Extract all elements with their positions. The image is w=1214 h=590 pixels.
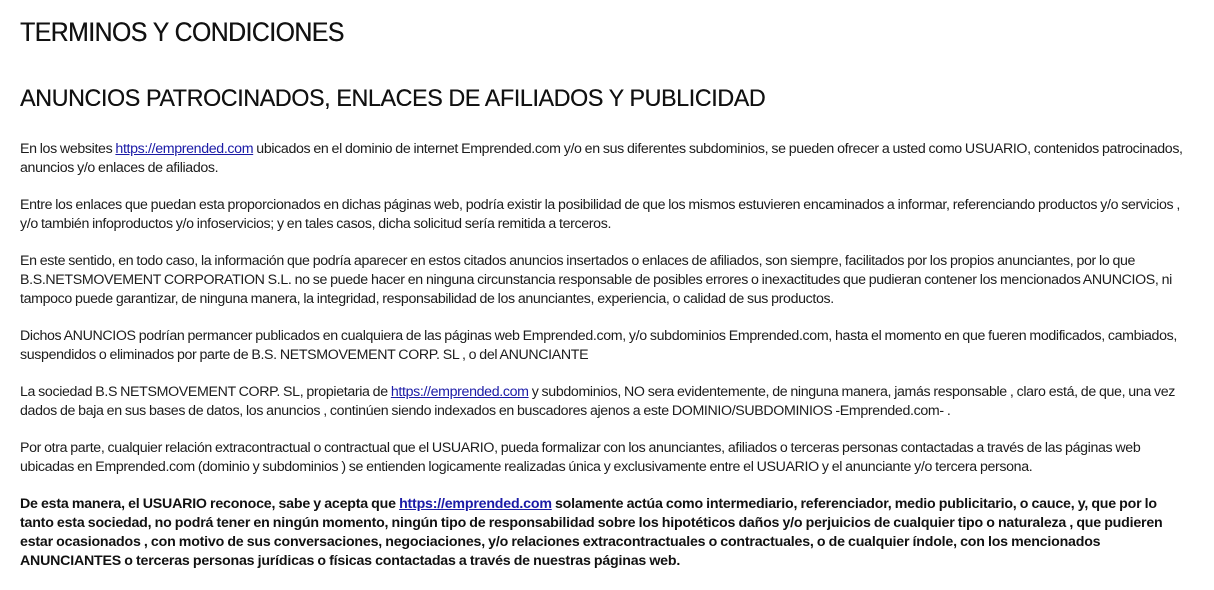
section-title: ANUNCIOS PATROCINADOS, ENLACES DE AFILIADOS Y PUBLICIDAD: [20, 85, 766, 112]
terms-body: [20, 140, 1184, 571]
paragraph-text: y subdominios, NO sera evidentemente, de ninguna manera, jamás responsable , claro está, de que, una vez dados de baja en sus bases de datos, los anuncios , continúen siendo indexados en buscadores ajenos a este DOMINIO/SUBDOMINIOS -Emprended.com- .: [20, 384, 1176, 419]
paragraph-anuncios: Dichos ANUNCIOS podrían permancer publicados en cualquiera de las páginas web Emprended.com, y/o subdominios Emprended.com, hasta el momento en que fueren modificados, cambiados, suspendidos o eliminados por parte de B.S. NETSMOVEMENT CORP. SL , o del ANUNCIANTE: [20, 328, 1177, 363]
paragraph-text: solamente actúa como intermediario, referenciador, medio publicitario, o cauce, y, que por lo tanto esta sociedad, no podrá tener en ningún momento, ningún tipo de responsabilidad sobre los hipotéticos daños y/o perjuicios de cualquier tipo o naturaleza , que pudieren estar ocasionados , con motivo de sus conversaciones, negociaciones, y/o relaciones extracontractuales o contractuales, o de cualquier índole, con los mencionados ANUNCIANTES o terceras personas jurídicas o físicas contactadas a través de nuestras páginas web.: [20, 496, 1163, 569]
emprended-link[interactable]: https://emprended.com: [390, 384, 529, 400]
paragraph-text: La sociedad B.S NETSMOVEMENT CORP. SL, propietaria de: [20, 384, 391, 400]
paragraph-websites: [20, 140, 1184, 178]
paragraph-enlaces: Entre los enlaces que puedan esta proporcionados en dichas páginas web, podría existir la posibilidad de que los mismos estuvieren encaminados a informar, referenciando productos y/o servicios , y/o también infoproductos y/o infoservicios; y en tales casos, dicha solicitud sería remitida a terceros.: [20, 197, 1180, 232]
paragraph-text: De esta manera, el USUARIO reconoce, sabe y acepta que: [20, 496, 400, 512]
paragraph-text: ubicados en el dominio de internet Emprended.com y/o en sus diferentes subdominios, se pueden ofrecer a usted como USUARIO, contenidos patrocinados, anuncios y/o enlaces de afiliados.: [20, 141, 1183, 176]
paragraph-relacion: Por otra parte, cualquier relación extracontractual o contractual que el USUARIO, pueda formalizar con los anunciantes, afiliados o terceras personas contactadas a través de las páginas web ubicadas en Emprended.com (dominio y subdominios ) se entienden logicamente realizadas única y exclusivamente entre el USUARIO y el anunciante y/o tercera persona.: [20, 440, 1141, 475]
paragraph-sociedad: [20, 383, 1184, 421]
paragraph-sentido: En este sentido, en todo caso, la información que podría aparecer en estos citados anuncios insertados o enlaces de afiliados, son siempre, facilitados por los propios anunciantes, por lo que B.S.NETSMOVEMENT CORPORATION S.L. no se puede hacer en ninguna circunstancia responsable de posibles errores o inexactitudes que pudieran contener los mencionados ANUNCIOS, ni tampoco puede garantizar, de ninguna manera, la integridad, responsabilidad de los anunciantes, experiencia, o calidad de sus productos.: [20, 253, 1172, 307]
paragraph-text: En los websites: [20, 141, 116, 157]
emprended-link[interactable]: https://emprended.com: [399, 496, 552, 512]
emprended-link[interactable]: https://emprended.com: [115, 141, 254, 157]
paragraph-usuario-reconoce: [20, 495, 1184, 571]
page-title: TERMINOS Y CONDICIONES: [20, 17, 344, 47]
